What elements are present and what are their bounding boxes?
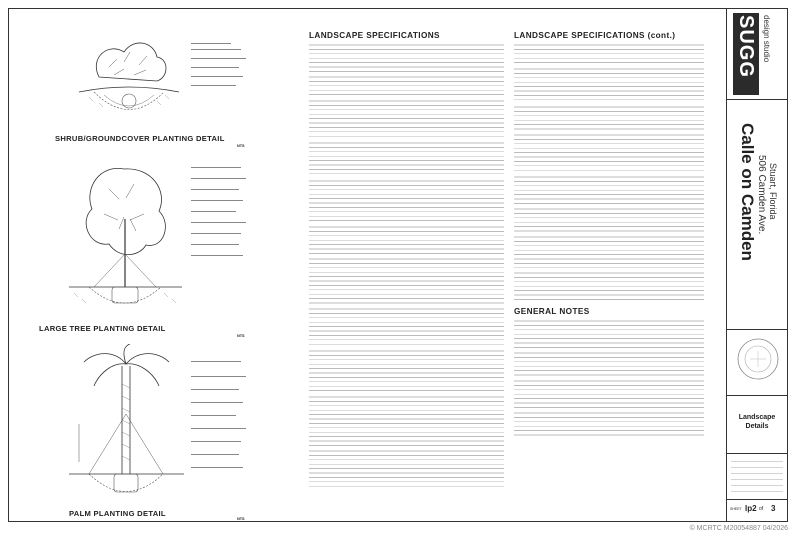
details-column [9,9,279,521]
large-tree-detail-title: LARGE TREE PLANTING DETAIL [39,324,166,333]
specs-title: LANDSCAPE SPECIFICATIONS [309,31,440,40]
firm-subtitle: design studio [762,15,771,63]
general-notes-title: GENERAL NOTES [514,307,590,316]
general-notes-body [514,319,704,437]
project-name: Calle on Camden [738,123,757,261]
project-city: Stuart, Florida [768,163,778,220]
sheet-name-box [727,395,787,454]
shrub-planting-diagram [69,37,189,132]
drawing-sheet [8,8,788,522]
sheet-number: lp2 [745,504,757,513]
firm-logo [727,9,787,100]
project-address: 506 Camden Ave. [756,155,767,235]
listing-watermark: © MCRTC M20054887 04/2026 [689,525,788,532]
palm-notes [191,361,261,480]
specs-cont-title: LANDSCAPE SPECIFICATIONS (cont.) [514,31,676,40]
large-tree-planting-diagram [64,159,189,319]
sheet-label: SHEET [730,507,742,511]
title-block [726,9,787,521]
large-tree-notes [191,167,261,266]
sheet-number-box [727,499,787,521]
firm-name: SUGG [735,15,757,78]
shrub-nts-label: NTS [237,144,245,148]
shrub-notes [191,43,261,94]
sheet-of-label: of [759,506,764,512]
sheet-name: Landscape Details [738,414,776,430]
palm-detail-title: PALM PLANTING DETAIL [69,509,166,518]
specs-cont-body [514,43,704,301]
seal-area [727,329,787,396]
project-info [727,99,787,330]
palm-nts-label: NTS [237,517,245,521]
sheet-total: 3 [771,504,776,513]
large-tree-nts-label: NTS [237,334,245,338]
specs-body [309,43,504,489]
professional-seal [736,337,780,381]
revision-table [727,453,787,500]
shrub-detail-title: SHRUB/GROUNDCOVER PLANTING DETAIL [55,134,225,143]
specs-cont-column [514,31,704,521]
specs-column [309,31,504,521]
palm-planting-diagram [64,344,189,509]
